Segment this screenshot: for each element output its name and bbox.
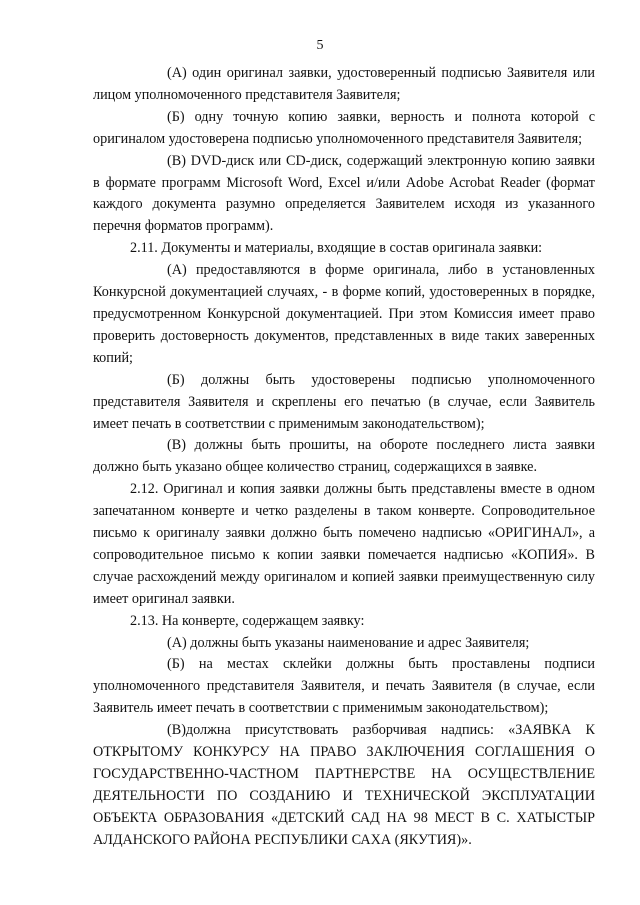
clause-2-11 [93, 238, 595, 260]
document-body [93, 63, 595, 852]
item-marker: (А) [167, 262, 187, 279]
clause-text: Документы и материалы, входящие в состав оригинала заявки: [161, 240, 543, 257]
item-text: на местах склейки должны быть проставлены подписи уполномоченного представителя Заявителя, и печать Заявителя (в случае, если Заявитель имеет печать в соответствии с применимым законодательством); [93, 656, 596, 717]
clause-number: 2.12. [130, 481, 159, 498]
list-item-a-original [93, 63, 595, 107]
clause-number: 2.11. [130, 240, 158, 257]
item-text: один оригинал заявки, удостоверенный подписью Заявителя или лицом уполномоченного представителя Заявителя; [93, 65, 595, 103]
item-text: одну точную копию заявки, верность и полнота которой с оригиналом удостоверена подписью уполномоченного представителя Заявителя; [93, 108, 596, 147]
item-text: должны быть указаны наименование и адрес Заявителя; [190, 634, 530, 651]
item-marker: (Б) [167, 108, 185, 125]
clause-number: 2.13. [130, 612, 159, 629]
list-item-a-address [93, 633, 595, 655]
item-marker: (А) [167, 634, 187, 651]
item-text: должны быть прошиты, на обороте последнего листа заявки должно быть указано общее количество страниц, содержащихся в заявке. [93, 437, 595, 476]
clause-2-13 [93, 611, 595, 633]
clause-text: Оригинал и копия заявки должны быть представлены вместе в одном запечатанном конверте и четко разделены в таком конверте. Сопроводительное письмо к оригиналу заявки должно быть помечено надписью «ОРИГИНАЛ», а сопроводительное письмо к копии заявки помечается надписью «КОПИЯ». В случае расхождений между оригиналом и копией заявки преимущественную силу имеет оригинал заявки. [93, 481, 595, 607]
item-marker: (А) [167, 65, 187, 81]
list-item-c-binding [93, 435, 595, 479]
item-marker: (В) [167, 722, 186, 739]
item-text: DVD-диск или CD-диск, содержащий электронную копию заявки в формате программ Microsoft Word, Excel и/или Adobe Acrobat Reader (формат каждого документа разумно определяется Заявителем исходя из указанного перечня форматов программ). [93, 152, 595, 235]
list-item-b-copy [93, 107, 595, 151]
list-item-b-seal [93, 654, 595, 720]
item-marker: (В) [167, 437, 186, 454]
page-number: 5 [316, 38, 324, 53]
item-marker: (Б) [167, 656, 185, 673]
item-text: предоставляются в форме оригинала, либо в установленных Конкурсной документацией случаях, - в форме копий, удостоверенных в порядке, предусмотренном Конкурсной документацией. При этом Комиссия имеет право проверить достоверность документов, представленных в виде таких заверенных копий; [93, 262, 595, 366]
list-item-b-signature [93, 370, 595, 436]
clause-text: На конверте, содержащем заявку: [161, 612, 365, 629]
list-item-c-inscription [93, 720, 595, 851]
clause-2-12 [93, 479, 595, 610]
item-marker: (В) [167, 152, 186, 169]
list-item-a-form [93, 260, 595, 370]
item-text: должны быть удостоверены подписью уполномоченного представителя Заявителя и скреплены его печатью (в случае, если Заявитель имеет печать в соответствии с применимым законодательством); [93, 371, 595, 432]
item-text: должна присутствовать разборчивая надпись: «ЗАЯВКА К ОТКРЫТОМУ КОНКУРСУ НА ПРАВО ЗАКЛЮЧЕНИЯ СОГЛАШЕНИЯ О ГОСУДАРСТВЕННО-ЧАСТНОМ ПАРТНЕРСТВЕ НА ОСУЩЕСТВЛЕНИЕ ДЕЯТЕЛЬНОСТИ ПО СОЗДАНИЮ И ТЕХНИЧЕСКОЙ ЭКСПЛУАТАЦИИ ОБЪЕКТА ОБРАЗОВАНИЯ «ДЕТСКИЙ САД НА 98 МЕСТ В С. ХАТЫСТЫР АЛДАНСКОГО РАЙОНА РЕСПУБЛИКИ САХА (ЯКУТИЯ)». [93, 722, 595, 848]
item-marker: (Б) [167, 371, 185, 388]
list-item-c-disk [93, 151, 595, 239]
